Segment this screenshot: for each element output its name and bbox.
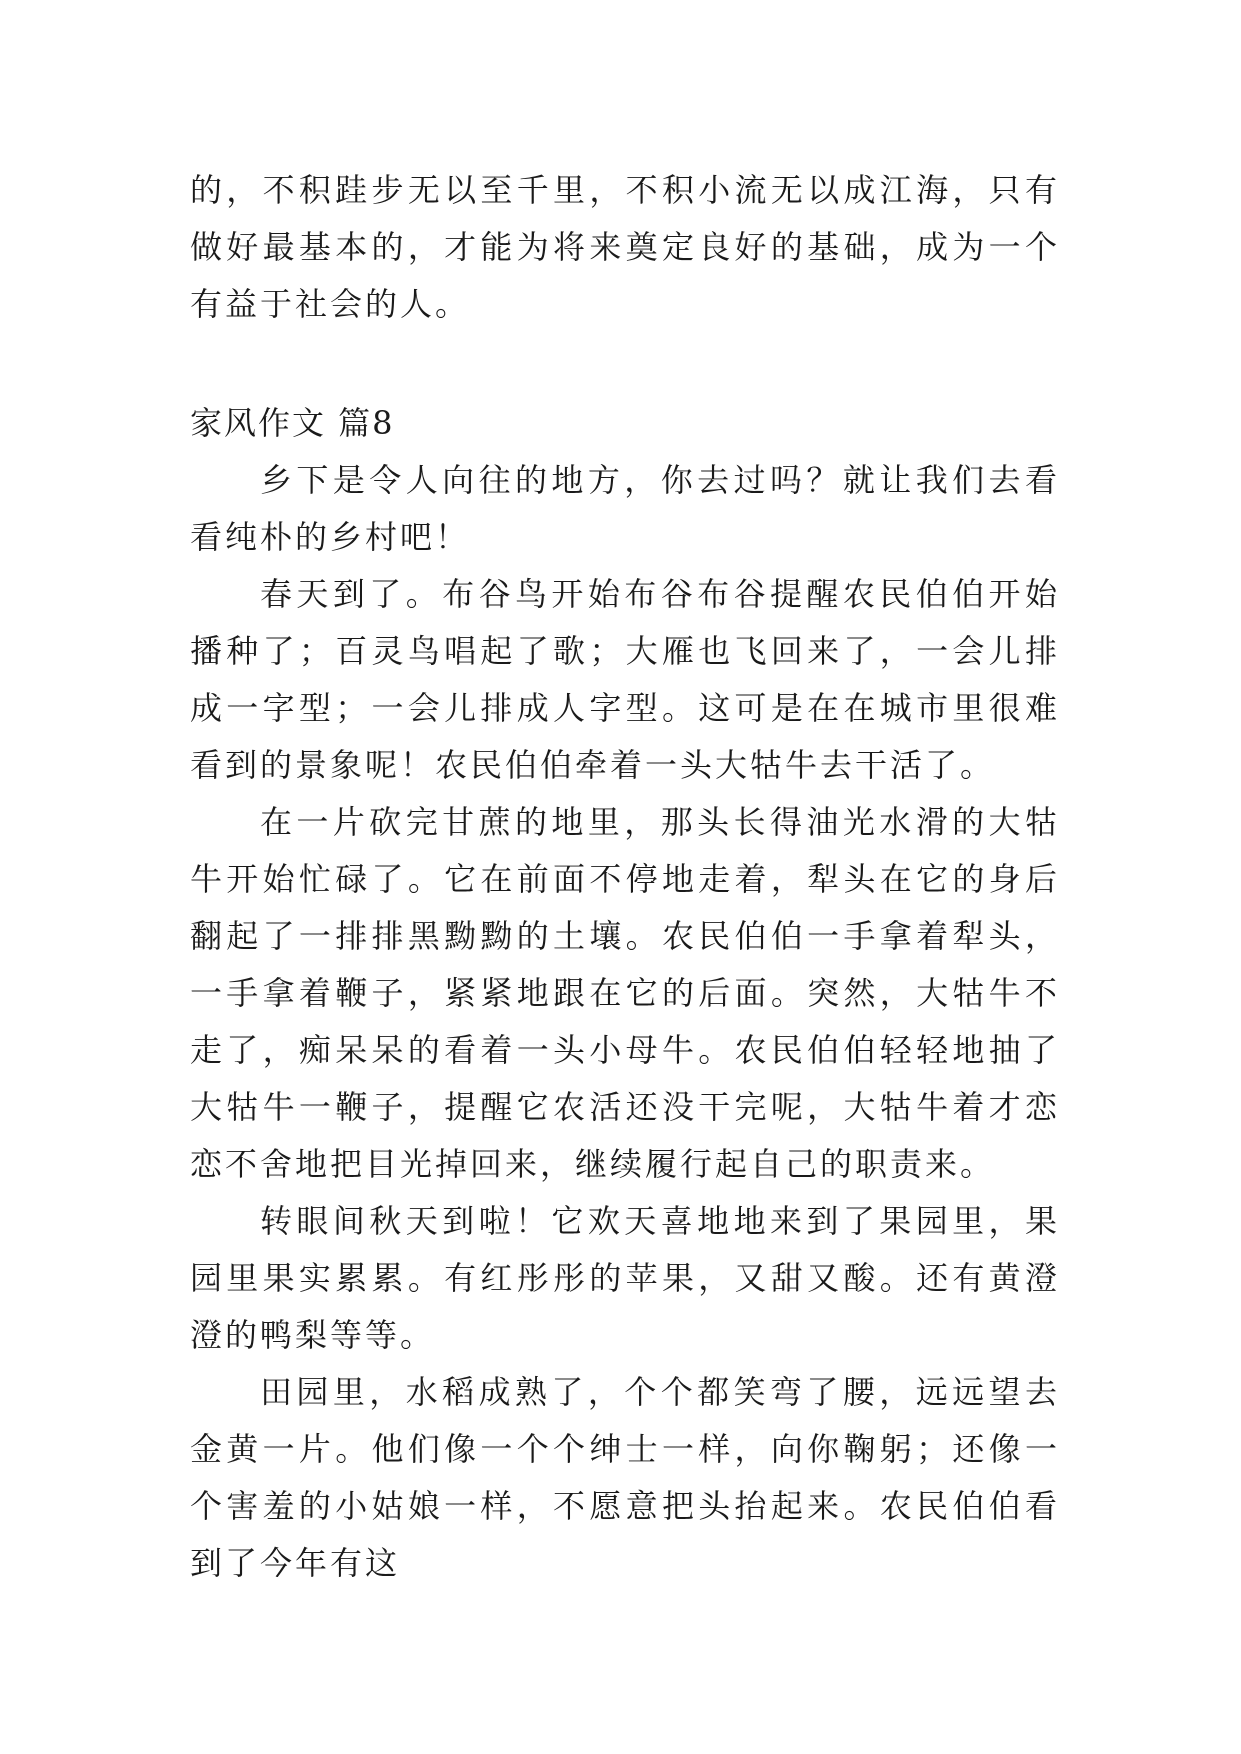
intro-paragraph: 的，不积跬步无以至千里，不积小流无以成江海，只有做好最基本的，才能为将来奠定良好的基础，成为一个有益于社会的人。 (190, 171, 1060, 323)
paragraph-2: 春天到了。布谷鸟开始布谷布谷提醒农民伯伯开始播种了；百灵鸟唱起了歌；大雁也飞回来了，一会儿排成一字型；一会儿排成人字型。这可是在在城市里很难看到的景象呢！农民伯伯牵着一头大牯牛去干活了。 (190, 575, 1060, 784)
section-title: 家风作文 篇8 (190, 404, 395, 442)
paragraph-3: 在一片砍完甘蔗的地里，那头长得油光水滑的大牯牛开始忙碌了。它在前面不停地走着，犁头在它的身后翻起了一排排黑黝黝的土壤。农民伯伯一手拿着犁头，一手拿着鞭子，紧紧地跟在它的后面。突然，大牯牛不走了，痴呆呆的看着一头小母牛。农民伯伯轻轻地抽了大牯牛一鞭子，提醒它农活还没干完呢，大牯牛着才恋恋不舍地把目光掉回来，继续履行起自己的职责来。 (190, 803, 1060, 1183)
paragraph-5: 田园里，水稻成熟了，个个都笑弯了腰，远远望去金黄一片。他们像一个个绅士一样，向你鞠躬；还像一个害羞的小姑娘一样，不愿意把头抬起来。农民伯伯看到了今年有这 (190, 1373, 1060, 1582)
paragraph-4: 转眼间秋天到啦！它欢天喜地地来到了果园里，果园里果实累累。有红彤彤的苹果，又甜又酸。还有黄澄澄的鸭梨等等。 (190, 1202, 1060, 1354)
paragraph-1: 乡下是令人向往的地方，你去过吗？就让我们去看看纯朴的乡村吧！ (190, 461, 1060, 556)
document-body (190, 162, 1060, 1592)
section-spacer (190, 333, 1060, 395)
